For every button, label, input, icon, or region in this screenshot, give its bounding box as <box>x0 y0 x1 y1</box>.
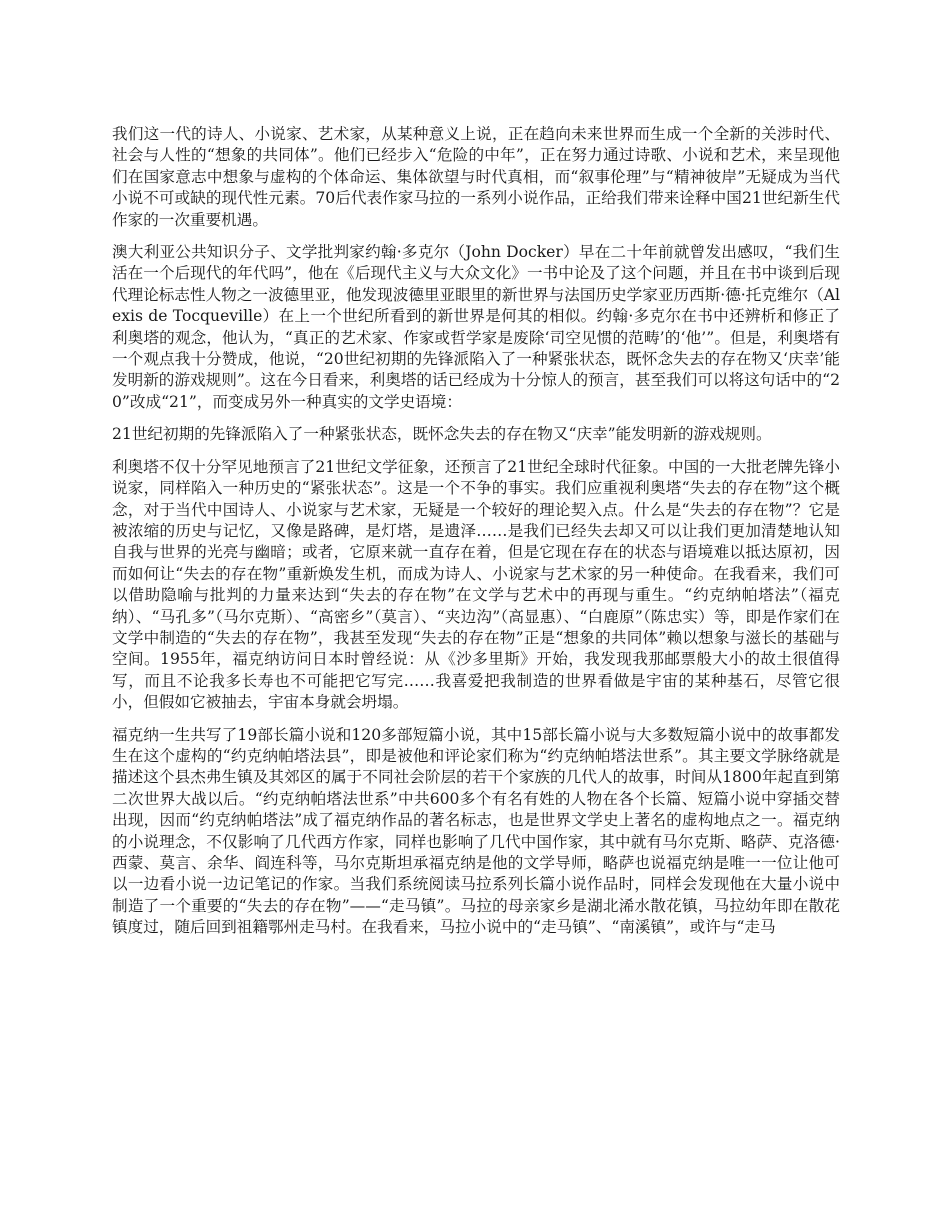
paragraph-quote: 21世纪初期的先锋派陷入了一种紧张状态，既怀念失去的存在物又“庆幸”能发明新的游戏规则。 <box>112 425 772 444</box>
paragraph-docker: 澳大利亚公共知识分子、文学批判家约翰·多克尔（John Docker）早在二十年前就曾发出感叹，“我们生活在一个后现代的年代吗”，他在《后现代主义与大众文化》一书中论及了这个问题，并且在书中谈到后现代理论标志性人物之一波德里亚，他发现波德里亚眼里的新世界与法国历史学家亚历西斯·德·托克维尔（Alexis de Tocqueville）在上一个世纪所看到的新世界是何其的相似。约翰·多克尔在书中还辨析和修正了利奥塔的观念，他认为，“真正的艺术家、作家或哲学家是废除‘司空见惯的范畴’的‘他’”。但是，利奥塔有一个观点我十分赞成，他说，“20世纪初期的先锋派陷入了一种紧张状态，既怀念失去的存在物又‘庆幸’能发明新的游戏规则”。这在今日看来，利奥塔的话已经成为十分惊人的预言，甚至我们可以将这句话中的“20”改成“21”，而变成另外一种真实的文学史语境： <box>112 243 840 411</box>
paragraph-lyotard: 利奥塔不仅十分罕见地预言了21世纪文学征象，还预言了21世纪全球时代征象。中国的一大批老牌先锋小说家，同样陷入一种历史的“紧张状态”。这是一个不争的事实。我们应重视利奥塔“失去的存在物”这个概念，对于当代中国诗人、小说家与艺术家，无疑是一个较好的理论契入点。什么是“失去的存在物”？它是被浓缩的历史与记忆，又像是路碑，是灯塔，是遗泽……是我们已经失去却又可以让我们更加清楚地认知自我与世界的光亮与幽暗；或者，它原来就一直存在着，但是它现在存在的状态与语境难以抵达原初，因而如何让“失去的存在物”重新焕发生机，而成为诗人、小说家与艺术家的另一种使命。在我看来，我们可以借助隐喻与批判的力量来达到“失去的存在物”在文学与艺术中的再现与重生。“约克纳帕塔法”（福克纳）、“马孔多”（马尔克斯）、“高密乡”（莫言）、“夹边沟”（高显惠）、“白鹿原”（陈忠实）等，即是作家们在文学中制造的“失去的存在物”，我甚至发现“失去的存在物”正是“想象的共同体”赖以想象与滋长的基础与空间。1955年，福克纳访问日本时曾经说：从《沙多里斯》开始，我发现我那邮票般大小的故土很值得写，而且不论我多长寿也不可能把它写完……我喜爱把我制造的世界看做是宇宙的某种基石，尽管它很小，但假如它被抽去，宇宙本身就会坍塌。 <box>112 457 840 712</box>
paragraph-faulkner: 福克纳一生共写了19部长篇小说和120多部短篇小说，其中15部长篇小说与大多数短篇小说中的故事都发生在这个虚构的“约克纳帕塔法县”，即是被他和评论家们称为“约克纳帕塔法世系”。其主要文学脉络就是描述这个县杰弗生镇及其郊区的属于不同社会阶层的若干个家族的几代人的故事，时间从1800年起直到第二次世界大战以后。“约克纳帕塔法世系”中共600多个有名有姓的人物在各个长篇、短篇小说中穿插交替出现，因而“约克纳帕塔法”成了福克纳作品的著名标志，也是世界文学史上著名的虚构地点之一。福克纳的小说理念，不仅影响了几代西方作家，同样也影响了几代中国作家，其中就有马尔克斯、略萨、克洛德·西蒙、莫言、余华、阎连科等，马尔克斯坦承福克纳是他的文学导师，略萨也说福克纳是唯一一位让他可以一边看小说一边记笔记的作家。当我们系统阅读马拉系列长篇小说作品时，同样会发现他在大量小说中制造了一个重要的“失去的存在物”——“走马镇”。马拉的母亲家乡是湖北浠水散花镇，马拉幼年即在散花镇度过，随后回到祖籍鄂州走马村。在我看来，马拉小说中的“走马镇”、“南溪镇”，或许与“走马 <box>112 725 840 937</box>
document-body <box>112 124 840 950</box>
paragraph-intro: 我们这一代的诗人、小说家、艺术家，从某种意义上说，正在趋向未来世界而生成一个全新的关涉时代、社会与人性的“想象的共同体”。他们已经步入“危险的中年”，正在努力通过诗歌、小说和艺术，来呈现他们在国家意志中想象与虚构的个体命运、集体欲望与时代真相，而“叙事伦理”与“精神彼岸”无疑成为当代小说不可或缺的现代性元素。70后代表作家马拉的一系列小说作品，正给我们带来诠释中国21世纪新生代作家的一次重要机遇。 <box>112 125 840 229</box>
